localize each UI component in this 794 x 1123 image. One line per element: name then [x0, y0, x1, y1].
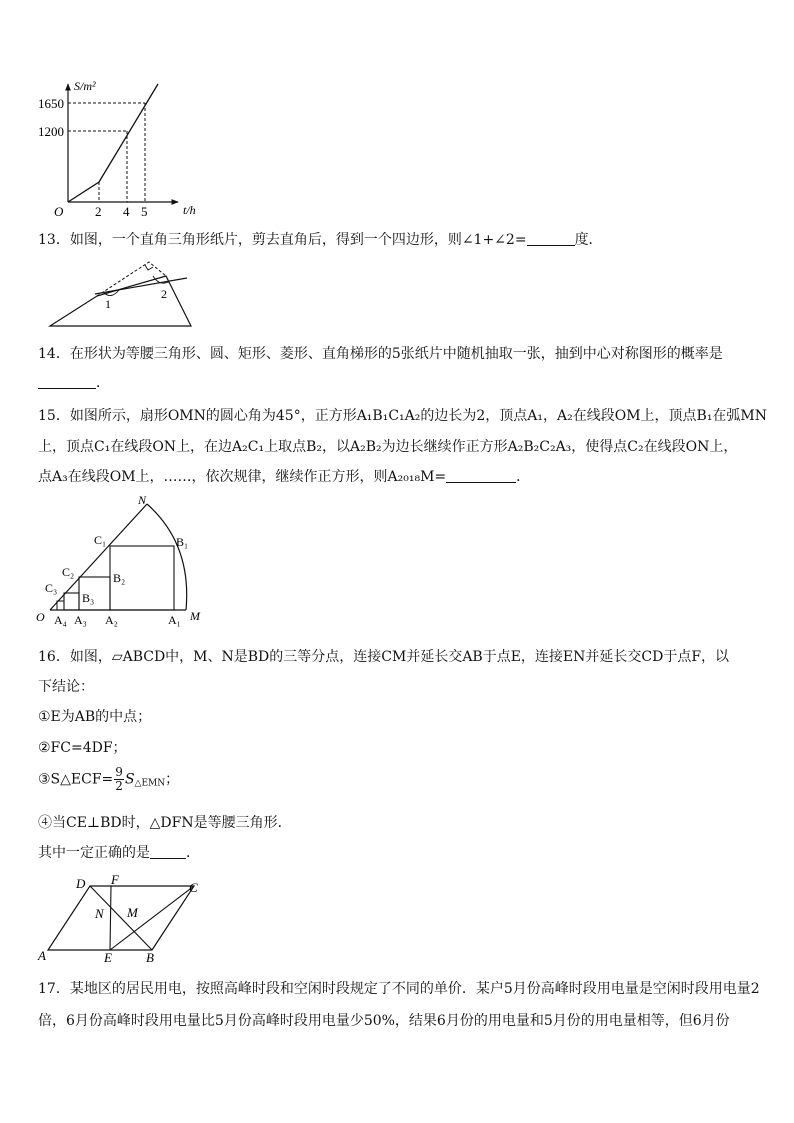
label-A: A: [38, 948, 46, 963]
q16-item3-area-symbol: S: [124, 771, 135, 788]
q17-text-2: 倍，6月份高峰时段用电量比5月份高峰时段用电量少50%，结果6月份的用电量和5月份的用电量相等，但6月份: [38, 1013, 730, 1029]
q17-text-1: 17．某地区的居民用电，按照高峰时段和空闲时段规定了不同的单价．某户5月份高峰时段用电量是空闲时段用电量2: [38, 981, 760, 997]
y-tick-1650: 1650: [38, 96, 64, 111]
segment-CE: [110, 886, 194, 950]
label-C2: C₂: [62, 565, 75, 579]
q15-answer-blank[interactable]: [446, 470, 516, 483]
fraction-numerator: 9: [115, 765, 123, 779]
label-B: B: [146, 950, 154, 965]
q16-item2: [38, 737, 127, 757]
label-A3: A₃: [74, 613, 87, 627]
arc-MN: [147, 504, 187, 610]
q16-item1-text: ①E为AB的中点；: [38, 709, 152, 725]
label-A4: A₄: [54, 613, 67, 627]
q16-text-1: 16．如图，▱ABCD中，M、N是BD的三等分点，连接CM并延长交AB于点E，连接EN并延长交CD于点F，以: [38, 649, 730, 665]
q14-line1: [38, 343, 723, 363]
x-tick-2: 2: [95, 204, 102, 219]
q16-line1: [38, 646, 729, 666]
q17-line1: [38, 978, 760, 998]
q13-answer-blank[interactable]: [527, 233, 575, 246]
q16-item4-text: ④当CE⊥BD时，△DFN是等腰三角形．: [38, 815, 292, 831]
x-tick-5: 5: [141, 204, 148, 219]
label-M: M: [190, 609, 200, 623]
label-N: N: [95, 906, 104, 921]
q16-item3: [38, 766, 179, 793]
label-M: M: [127, 905, 138, 920]
q16-item3-tail: ；: [165, 771, 180, 788]
label-C1: C₁: [94, 533, 107, 547]
q15-text-1: 15．如图所示，扇形OMN的圆心角为45°，正方形A₁B₁C₁A₂的边长为2，顶点A₁，A₂在线段OM上，顶点B₁在弧MN: [38, 408, 768, 424]
label-A2: A₂: [105, 613, 118, 627]
label-B1: B₁: [176, 535, 189, 549]
q16-figure: [34, 870, 206, 964]
q16-item2-text: ②FC=4DF；: [38, 740, 127, 756]
right-angle-mark: [145, 265, 153, 270]
angle-1-label: 1: [105, 297, 111, 311]
square-3: [64, 593, 79, 610]
q16-conclusion-text: 其中一定正确的是: [38, 845, 150, 861]
y-tick-1200: 1200: [38, 124, 64, 139]
label-F: F: [111, 872, 119, 887]
label-E: E: [104, 950, 112, 965]
q16-line2: [38, 676, 94, 696]
q15-line2: [38, 436, 737, 456]
q14-tail: ．: [96, 375, 110, 391]
origin-label: O: [54, 204, 64, 219]
q17-line2: [38, 1010, 730, 1030]
label-B2: B₂: [113, 571, 126, 585]
square-4: [57, 601, 64, 610]
q15-line3: [38, 466, 530, 486]
q16-conclusion: [38, 842, 200, 862]
q15-figure: [34, 494, 214, 630]
segment-EF: [110, 886, 111, 950]
quadrilateral: [50, 276, 191, 326]
q16-item3-subscript: △EMN: [134, 778, 166, 789]
q16-item4: [38, 812, 292, 832]
x-tick-4: 4: [123, 204, 130, 219]
q13-figure: [45, 256, 205, 332]
label-D: D: [76, 876, 86, 891]
fraction-denominator: 2: [115, 779, 123, 793]
label-N: N: [138, 493, 147, 507]
label-A1: A₁: [168, 613, 181, 627]
q15-tail: ．: [516, 469, 531, 485]
label-B3: B₃: [82, 591, 95, 605]
label-O: O: [36, 610, 45, 624]
q15-line1: [38, 405, 767, 425]
fraction-9-2: [114, 766, 124, 793]
label-C: C: [189, 880, 198, 895]
q15-text-2: 上，顶点C₁在线段ON上，在边A₂C₁上取点B₂，以A₂B₂为边长继续作正方形A₂B₂C₂A₃，使得点C₂在线段ON上，: [38, 439, 738, 455]
q16-answer-blank[interactable]: [150, 846, 186, 859]
q15-text-3: 点A₃在线段OM上，……，依次规律，继续作正方形，则A₂₀₁₈M=: [38, 469, 447, 485]
label-C3: C₃: [45, 581, 58, 595]
segment-ON: [50, 504, 147, 610]
area-time-graph: [38, 78, 220, 220]
q14-answer-blank[interactable]: [38, 376, 96, 389]
q14-question: 14．在形状为等腰三角形、圆、矩形、菱形、直角梯形的5张纸片中随机抽取一张，抽到中心对称图形的概率是: [38, 346, 723, 362]
q13-text: [38, 229, 603, 249]
angle-2-label: 2: [161, 287, 167, 301]
q16-tail: ．: [186, 845, 200, 861]
q16-item3-prefix: ③S△ECF=: [38, 771, 114, 788]
q13-tail: 度．: [574, 232, 603, 248]
y-axis-label: S/m²: [74, 79, 96, 93]
x-axis-label: t/h: [183, 203, 196, 217]
q16-text-2: 下结论：: [38, 679, 94, 695]
q13-question: 13．如图，一个直角三角形纸片，剪去直角后，得到一个四边形，则∠1+∠2=: [38, 232, 527, 248]
q14-line2: [38, 372, 110, 392]
q16-item1: [38, 706, 151, 726]
